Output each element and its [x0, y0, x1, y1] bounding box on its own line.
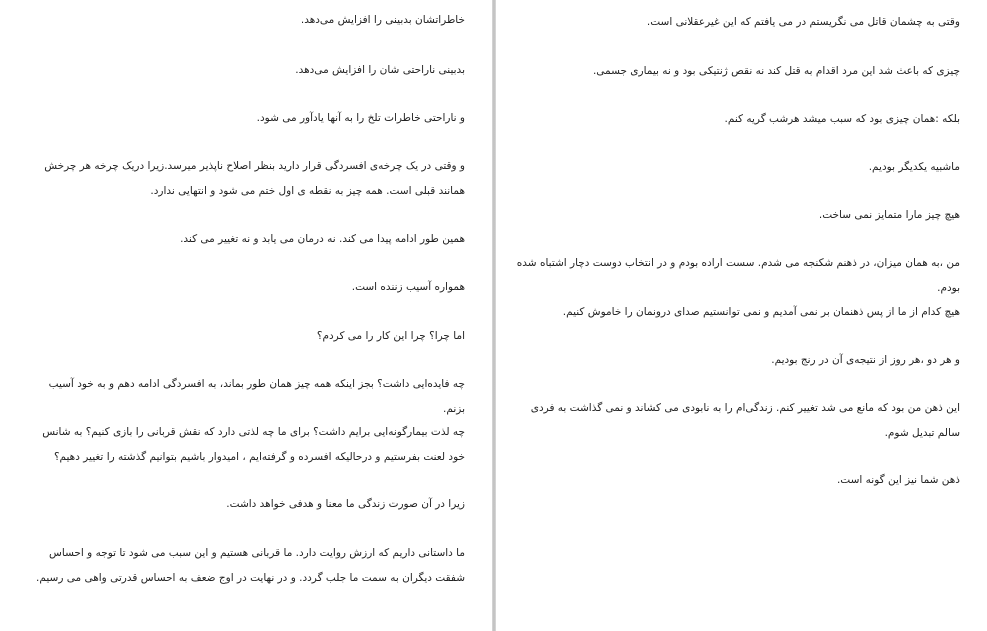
paragraph: و هر دو ،هر روز از نتیجه‌ی آن در رنج بودیم. — [771, 354, 960, 366]
paragraph: من ،به همان میزان، در ذهنم شکنجه می شدم. سست اراده بودم و در انتخاب دوست دچار اشتباه شده بودم. — [516, 257, 960, 294]
paragraph: بلکه :همان چیزی بود که سبب میشد هرشب گریه کنم. — [724, 113, 960, 125]
paragraph: ماشبیه یکدیگر بودیم. — [868, 161, 960, 173]
paragraph: این ذهن من بود که مانع می شد تغییر کنم. زندگی‌ام را به نابودی می کشاند و نمی گذاشت به فردی سالم تبدیل شوم. — [530, 402, 960, 439]
paragraph: ذهن شما نیز این گونه است. — [836, 474, 960, 486]
paragraph: اما چرا؟ چرا این کار را می کردم؟ — [316, 330, 465, 342]
left-page — [0, 0, 492, 631]
paragraph: ما داستانی داریم که ارزش روایت دارد. ما قربانی هستیم و این سبب می شود تا توجه و احساس شفقت دیگران به سمت ما جلب گردد. و در نهایت در اوج ضعف به احساس قدرتی واهی می رسیم. — [36, 547, 465, 584]
paragraph: هیچ چیز مارا متمایز نمی ساخت. — [818, 209, 960, 221]
paragraph: چه لذت بیمارگونه‌ایی برایم داشت؟ برای ما چه لذتی دارد که نقش قربانی را بازی کنیم؟ به شانس خود لعنت بفرستیم و درحالیکه افسرده و گرفته‌ایم ، امیدوار باشیم بتوانیم گذشته را تغییر دهیم؟ — [42, 426, 465, 463]
right-page — [496, 0, 987, 631]
paragraph: زیرا در آن صورت زندگی ما معنا و هدفی خواهد داشت. — [226, 498, 465, 510]
paragraph: همواره آسیب زننده است. — [351, 281, 465, 293]
paragraph: و وقتی در یک چرخه‌ی افسردگی قرار دارید بنظر اصلاح ناپذیر میرسد.زیرا دریک چرخه هر چرخش همانند قبلی است. همه چیز به نقطه ی اول ختم می شود و انتهایی ندارد. — [44, 160, 465, 197]
paragraph: همین طور ادامه پیدا می کند. نه درمان می یابد و نه تغییر می کند. — [180, 233, 465, 245]
paragraph: چه فایده‌ایی داشت؟ بجز اینکه همه چیز همان طور بماند، به افسردگی ادامه دهم و به خود آسیب بزنم. — [48, 378, 465, 415]
paragraph: وقتی به چشمان قاتل می نگریستم در می یافتم که این غیرعقلانی است. — [646, 16, 960, 28]
paragraph: خاطراتشان بدبینی را افزایش می‌دهد. — [300, 14, 465, 26]
paragraph: هیچ کدام از ما از پس ذهنمان بر نمی آمدیم و نمی توانستیم صدای درونمان را خاموش کنیم. — [562, 306, 960, 318]
paragraph: چیزی که باعث شد این مرد اقدام به قتل کند نه نقص ژنتیکی بود و نه بیماری جسمی. — [592, 65, 960, 77]
paragraph: بدبینی ناراحتی شان را افزایش می‌دهد. — [295, 64, 465, 76]
paragraph: و ناراحتی خاطرات تلخ را به آنها یادآور می شود. — [256, 112, 465, 124]
